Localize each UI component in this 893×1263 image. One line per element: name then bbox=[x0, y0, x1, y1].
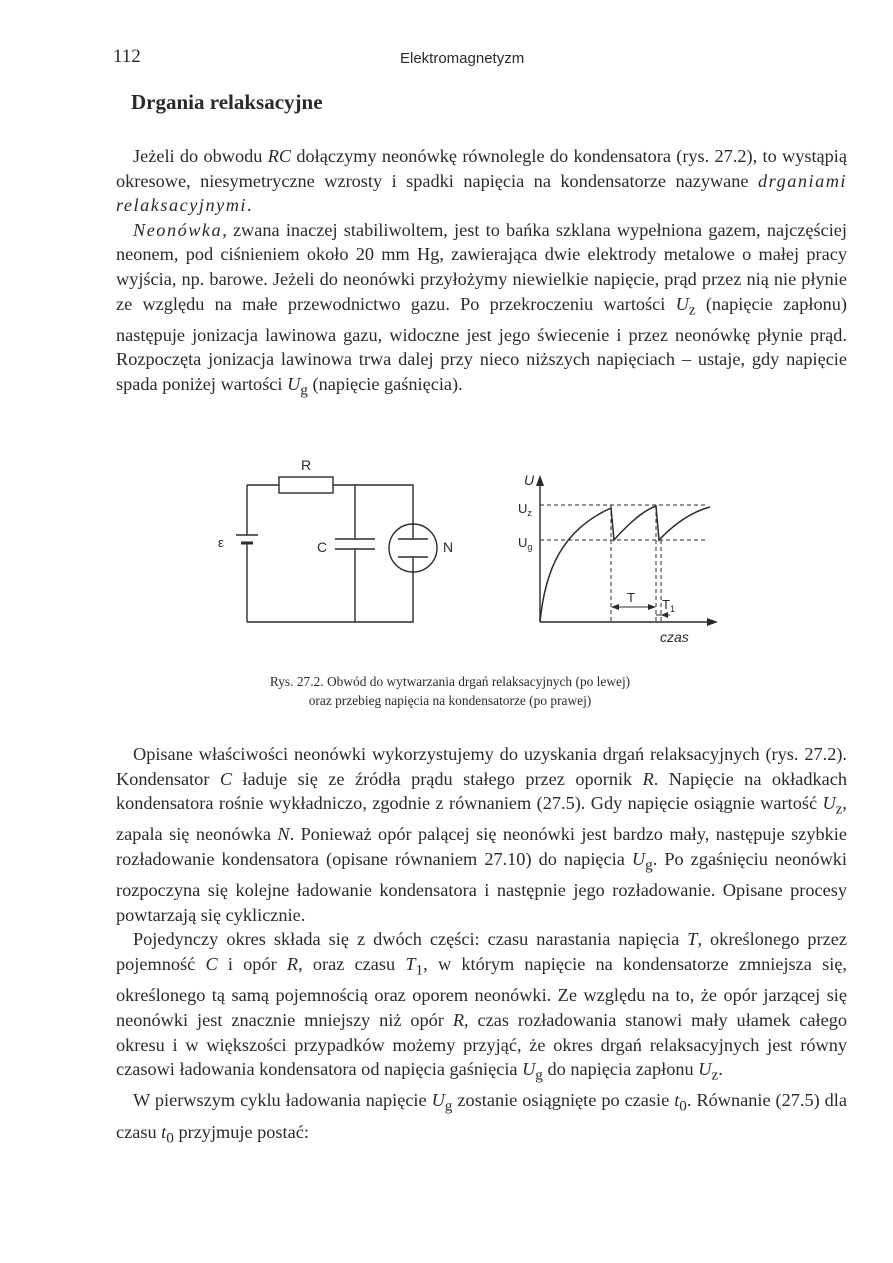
term-relaxation-oscillations: drganiami relaksacyjnymi bbox=[116, 170, 847, 216]
figure-27-2 bbox=[200, 455, 740, 655]
circuit-wire-bottom bbox=[247, 572, 413, 622]
figure-caption bbox=[130, 672, 770, 710]
graph-label-t: T bbox=[627, 590, 635, 605]
circuit-label-eps: ε bbox=[218, 535, 224, 550]
graph-label-t1: $T_1$ bbox=[662, 597, 675, 614]
circuit-label-c: C bbox=[317, 539, 328, 555]
resistor-r bbox=[279, 477, 333, 493]
graph-voltage-waveform bbox=[540, 506, 710, 622]
voltage-graph bbox=[518, 472, 718, 645]
paragraph-body-1: Opisane właściwości neonówki wykorzystujemy do uzyskania drgań relaksacyjnych (rys. 27.2). Kondensator C ładuje się ze źródła prądu stałego przez opornik R. Napięcie na okładkach kondensatora rośnie wykładniczo, zgodnie z równaniem (27.5). Gdy napięcie osiągnie wartość $U_z$, zapala się neonówka N. Ponieważ opór palącej się neonówki jest bardzo mały, następuje szybkie rozładowanie kondensatora (opisane równaniem 27.10) do napięcia $U_g$. Po zgaśnięciu neonówki rozpoczyna się kolejne ładowanie kondensatora i następnie jego rozładowanie. Opisane procesy powtarzają się cyklicznie. bbox=[116, 744, 847, 925]
paragraph-body-2: Pojedynczy okres składa się z dwóch części: czasu narastania napięcia T, określonego przez pojemność C i opór R, oraz czasu $T_1$, w którym napięcie na kondensatorze zmniejsza się, określonego tą samą pojemnością oraz oporem neonówki. Ze względu na to, że opór jarzącej się neonówki jest znacznie mniejszy niż opór R, czas rozładowania stanowi mały ułamek całego okresu i w większości przypadków możemy przyjąć, że okres drgań relaksacyjnych jest równy czasowi ładowania kondensatora od napięcia gaśnięcia $U_g$ do napięcia zapłonu $U_z$. bbox=[116, 929, 847, 1084]
graph-label-uz: $U_z$ bbox=[518, 501, 532, 518]
graph-dim-t-arrow-right bbox=[648, 604, 656, 610]
caption-line-2: oraz przebieg napięcia na kondensatorze (po prawej) bbox=[308, 693, 592, 708]
page-number: 112 bbox=[113, 46, 141, 67]
circuit-wire-top bbox=[247, 485, 413, 525]
figure-svg bbox=[200, 455, 740, 655]
graph-label-time: czas bbox=[660, 629, 689, 645]
caption-line-1: Rys. 27.2. Obwód do wytwarzania drgań relaksacyjnych (po lewej) bbox=[269, 674, 631, 689]
paragraph-intro-1: Jeżeli do obwodu RC dołączymy neonówkę równolegle do kondensatora (rys. 27.2), to wystąpią okresowe, niesymetryczne wzrosty i spadki napięcia na kondensatorze nazywane drganiami relaksacyjnymi. bbox=[116, 146, 848, 216]
paragraph-body-3: W pierwszym cyklu ładowania napięcie $U_g$ zostanie osiągnięte po czasie $t_0$. Równanie (27.5) dla czasu $t_0$ przyjmuje postać: bbox=[116, 1090, 847, 1147]
graph-arrow-u bbox=[536, 475, 544, 486]
circuit-label-r: R bbox=[301, 457, 312, 473]
circuit-label-n: N bbox=[443, 539, 454, 555]
graph-dim-t-arrow-left bbox=[611, 604, 619, 610]
circuit-diagram bbox=[218, 457, 453, 622]
graph-dim-t1-arrow bbox=[661, 612, 668, 618]
section-title: Drgania relaksacyjne bbox=[131, 90, 323, 114]
page-header bbox=[0, 46, 893, 76]
intro-text bbox=[116, 144, 847, 403]
term-neon-lamp: Neonówka bbox=[133, 219, 223, 240]
graph-label-u: U bbox=[524, 472, 535, 488]
paragraph-intro-2: Neonówka, zwana inaczej stabiliwoltem, jest to bańka szklana wypełniona gazem, najczęściej neonem, pod ciśnieniem około 20 mm Hg, zawierająca dwie elektrody metalowe o małej pracy wyjścia, np. barowe. Jeżeli do neonówki przyłożymy niewielkie napięcie, prąd przez nią nie płynie ze względu na małe przewodnictwo gazu. Po przekroczeniu wartości $U_z$ (napięcie zapłonu) następuje jonizacja lawinowa gazu, widoczne jest jego świecenie i przez neonówkę płynie prąd. Rozpoczęta jonizacja lawinowa trwa dalej przy nieco niższych napięciach – ustaje, gdy napięcie spada poniżej wartości $U_g$ (napięcie gaśnięcia). bbox=[116, 219, 847, 399]
graph-arrow-time bbox=[707, 618, 718, 626]
body-text bbox=[116, 742, 847, 1151]
graph-label-ug: $U_g$ bbox=[518, 535, 533, 552]
running-head: Elektromagnetyzm bbox=[400, 50, 525, 67]
